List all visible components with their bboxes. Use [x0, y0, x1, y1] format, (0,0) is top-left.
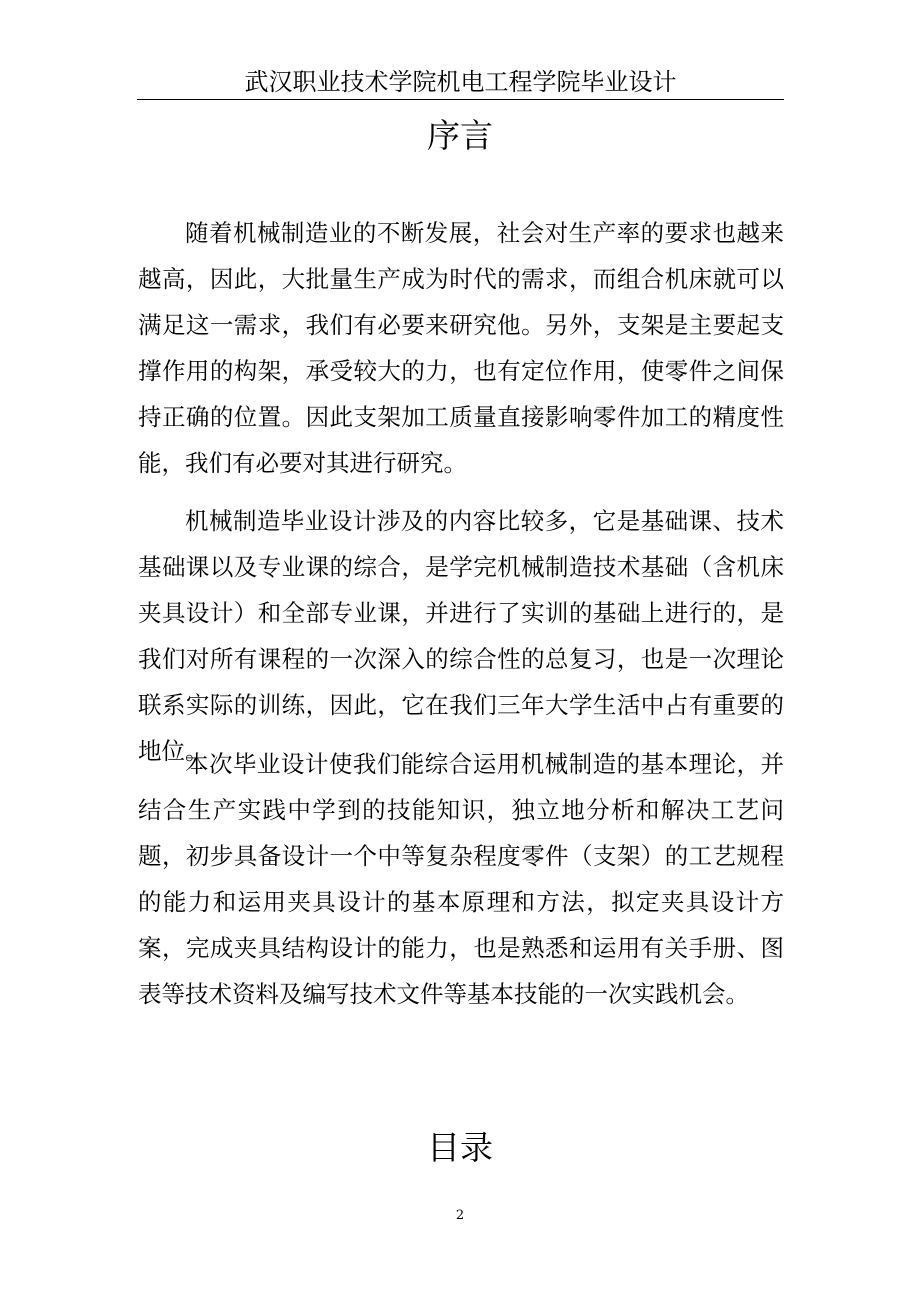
header-divider	[137, 99, 784, 100]
preface-heading: 序言	[427, 116, 493, 155]
preface-paragraph-2: 机械制造毕业设计涉及的内容比较多，它是基础课、技术基础课以及专业课的综合，是学完机械制造技术基础（含机床夹具设计）和全部专业课，并进行了实训的基础上进行的，是我们对所有课程的一次深入的综合性的总复习，也是一次理论联系实际的训练，因此，它在我们三年大学生活中占有重要的地位。	[138, 507, 784, 765]
preface-paragraph-3: 本次毕业设计使我们能综合运用机械制造的基本理论，并结合生产实践中学到的技能知识，独立地分析和解决工艺问题，初步具备设计一个中等复杂程度零件（支架）的工艺规程的能力和运用夹具设计的基本原理和方法，拟定夹具设计方案，完成夹具结构设计的能力，也是熟悉和运用有关手册、图表等技术资料及编写技术文件等基本技能的一次实践机会。	[138, 750, 784, 1008]
page-number: 2	[455, 1208, 465, 1223]
contents-heading: 目录	[427, 1128, 493, 1167]
document-header-title: 武汉职业技术学院机电工程学院毕业设计	[244, 68, 677, 96]
preface-paragraph-1: 随着机械制造业的不断发展，社会对生产率的要求也越来越高，因此，大批量生产成为时代的需求，而组合机床就可以满足这一需求，我们有必要来研究他。另外，支架是主要起支撑作用的构架，承受较大的力，也有定位作用，使零件之间保持正确的位置。因此支架加工质量直接影响零件加工的精度性能，我们有必要对其进行研究。	[138, 219, 784, 477]
